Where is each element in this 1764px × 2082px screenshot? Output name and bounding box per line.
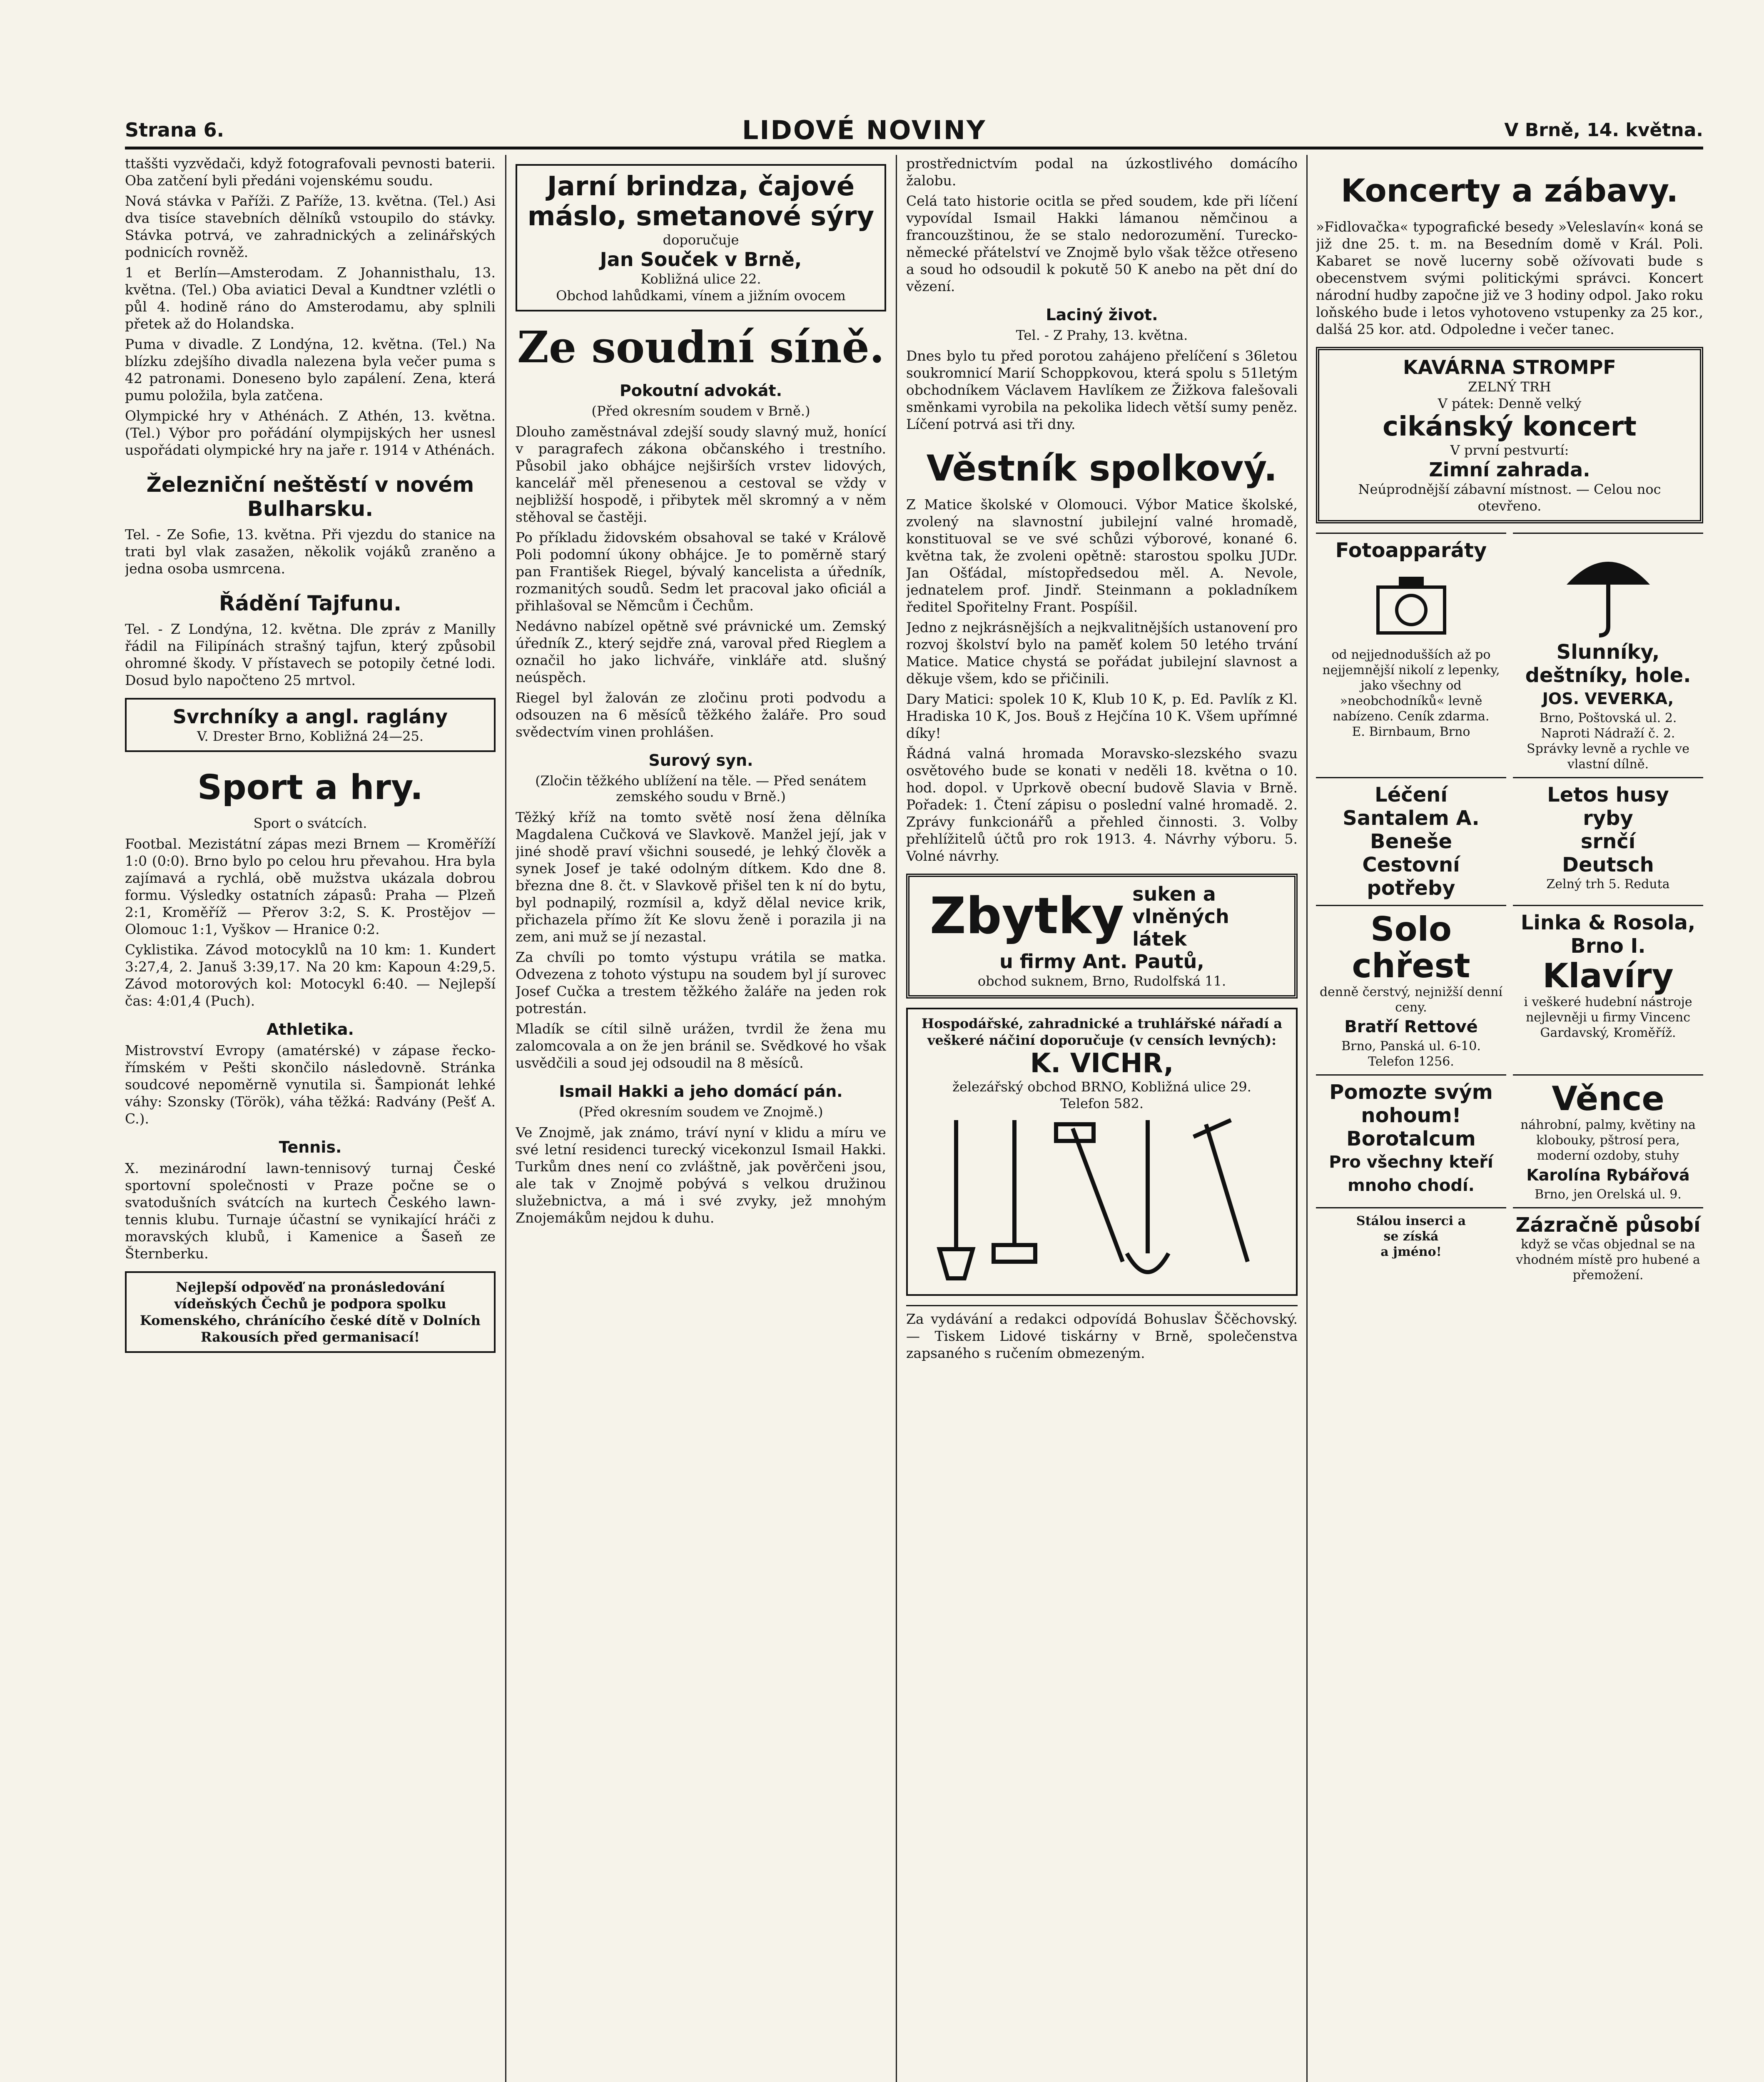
tools-illustration-icon: [931, 1112, 1273, 1287]
ad-line: se získá: [1383, 1229, 1439, 1244]
ad-text: i veškeré hudební nástroje nejlevněji u firmy Vincenc Gardavský, Kroměříž.: [1524, 995, 1692, 1040]
ad-title: Pomozte svým nohoum!: [1329, 1081, 1493, 1127]
ad-phone: Telefon 582.: [1060, 1096, 1144, 1111]
subheadline: (Před okresním soudem ve Znojmě.): [578, 1104, 823, 1120]
paragraph: Dary Matici: spolek 10 K, Klub 10 K, p. Ed. Pavlík z Kl. Hradiska 10 K, Jos. Bouš z Hejčína 10 K. Všem upřímné díky!: [906, 691, 1298, 741]
paragraph: Puma v divadle. Z Londýna, 12. května. (Tel.) Na blízku zdejšího divadla nalezena byla večer puma s 42 patronami. Doneseno bylo zapálení. Zena, která pumu položila, byla zatčena.: [125, 336, 496, 403]
ad-line: Obchod lahůdkami, vínem a jižním ovocem: [556, 288, 846, 304]
paragraph: X. mezinárodní lawn-tennisový turnaj České sportovní společnosti v Praze počne se o svatodušních svátcích na kurtech Českého lawn-tennis klubu. Turnaje účastní se vynikající hráči z moravských klubů, i Kamenice a Šaseň ze Šternberku.: [125, 1160, 496, 1262]
headline-tennis: Tennis.: [279, 1138, 342, 1156]
subheadline: (Před okresním soudem v Brně.): [591, 403, 810, 419]
ad-title: Zázračně působí: [1515, 1213, 1701, 1237]
column-2: [516, 155, 886, 2082]
ad-wreath: [1513, 1074, 1703, 1207]
ad-address: Brno, Poštovská ul. 2. Naproti Nádraží č. 2.: [1539, 711, 1677, 741]
ad-address: Zelný trh 5. Reduta: [1546, 877, 1670, 892]
paragraph: »Fidlovačka« typografické besedy »Veleslavín« koná se již dne 25. t. m. na Besedním domě v Král. Poli. Kabaret se nově lucerny sobě ožívovati bude s obecenstvem svými politickými správci. Koncert národní hudby započne již ve 3 hodiny odpol. Jako roku loňského bude i letos vyhotoveno vstupenky za 25 kor., dalšá 25 kor. atd. Odpoledne i večer tanec.: [1316, 219, 1703, 337]
headline-court: Ze soudní síně.: [517, 321, 884, 373]
headline: Laciný život.: [1046, 306, 1158, 324]
column-1: [125, 155, 496, 2082]
umbrella-icon: [1558, 539, 1658, 639]
ad-cafe: [1316, 347, 1703, 523]
headline-typhoon: Řádění Tajfunu.: [219, 591, 402, 615]
paragraph: Řádná valná hromada Moravsko-slezského svazu osvětového bude se konati v neděli 18. května o 10. hod. dopol. v Uprkově obecní budově Slavia v Brně. Pořadek: 1. Čtení zápisu o poslední valné hromadě. 2. Zprávy funkcionářů a přehled činnosti. 3. Volby přehlížitelů účtů pro rok 1913. 4. Návrhy výboru. 5. Volné návrhy.: [906, 745, 1298, 864]
ad-firm: Karolína Rybářová: [1526, 1166, 1690, 1184]
ad-soucek: [516, 164, 886, 311]
ad-title: Svrchníky a angl. raglány: [172, 705, 448, 728]
ad-sub: ZELNÝ TRH: [1468, 379, 1551, 395]
ad-row-2: [1316, 777, 1703, 905]
ad-pianos: [1513, 905, 1703, 1074]
ad-phone: Telefon 1256.: [1368, 1054, 1454, 1069]
paragraph: Mladík se cítil silně urážen, tvrdil že žena mu zalomcovala a on že jen bránil se. Svědkové ho však usvědčili a soud jej odsoudil na 8 měsíců.: [516, 1021, 886, 1071]
ad-row-foto-umbrella: [1316, 533, 1703, 777]
subheadline: Tel. - Z Prahy, 13. května.: [1016, 327, 1188, 343]
ad-subtitle: suken a vlněných látek: [1132, 883, 1229, 950]
column-3: [906, 155, 1298, 2082]
ad-fish: ryby: [1583, 807, 1633, 830]
headline-sport: Sport a hry.: [197, 768, 424, 807]
paragraph: Z Matice školské v Olomouci. Výbor Matice školské, zvolený na slavnostní jubilejní valné hromadě, konstituoval se ve své schůzi výborové, konané 6. května tak, že zvoleni opětně: starostou spolku JUDr. Jan Ošťádal, místopředsedou měl. A. Nevole, jednatelem prof. Jindř. Steinmann a pokladníkem ředitel Spořitelny Frant. Pospíšil.: [906, 496, 1298, 615]
paragraph: Footbal. Mezistátní zápas mezi Brnem — Kroměříží 1:0 (0:0). Brno bylo po celou hru převahou. Hra byla zajímavá a rychlá, obě mužstva ukázala dobrou formu. Výsledky ostatních zápasů: Praha — Plzeň 2:1, Kroměříž — Přerov 3:2, S. K. Prostějov — Olomouc 1:1, Vyškov — Hranice 0:2.: [125, 836, 496, 937]
ad-text: náhrobní, palmy, květiny na klobouky, pštrosí pera, moderní ozdoby, stuhy: [1520, 1118, 1696, 1163]
ad-title: KAVÁRNA STROMPF: [1403, 356, 1616, 379]
ad-title: Léčení Santalem A. Beneše: [1343, 783, 1480, 853]
ad-tagline: Pro všechny kteří mnoho chodí.: [1329, 1153, 1493, 1195]
ad-spa: [1316, 777, 1506, 905]
ad-headline: cikánský koncert: [1383, 411, 1637, 442]
ad-text: Nejlepší odpověď na pronásledování vídeňských Čechů je podpora spolku Komenského, chránícího české dítě v Dolních Rakousích před germanisací!: [140, 1279, 481, 1345]
issue-date: V Brně, 14. května.: [1504, 119, 1703, 141]
paragraph: ttaššti vyzvědači, když fotografovali pevnosti baterii. Oba zatčení byli předáni vojenskému soudu.: [125, 155, 496, 189]
ad-line: V první pestvurtí:: [1450, 442, 1569, 458]
paragraph: Nedávno nabízel opětně své právnické um. Zemský úředník Z., který sejdře zná, varoval před Rieglem a označil ho jako lichváře, vinkláře atd. slušný neúspěch.: [516, 618, 886, 685]
ad-address: Brno, Panská ul. 6-10.: [1341, 1039, 1481, 1053]
ad-address: železářský obchod BRNO, Kobližná ulice 29.: [952, 1079, 1251, 1095]
ad-foto: [1316, 533, 1506, 777]
ad-address: V. Drester Brno, Kobližná 24—25.: [197, 728, 424, 744]
ad-line: Stálou inserci a: [1356, 1214, 1466, 1228]
ad-title: Deutsch: [1562, 853, 1654, 877]
ad-product: Borotalcum: [1346, 1127, 1476, 1151]
ad-row-3: [1316, 905, 1703, 1074]
paragraph: Tel. - Ze Sofie, 13. května. Při vjezdu do stanice na trati byl vlak zasažen, několik vojáků zraněno a jedna osoba usmrcena.: [125, 526, 496, 577]
ad-title: Fotoapparáty: [1335, 539, 1487, 562]
headline: Pokoutní advokát.: [619, 381, 782, 400]
column-rule: [505, 155, 506, 2082]
ad-title: Slunníky, deštníky, hole.: [1525, 640, 1691, 687]
ad-text: od nejjednodušších až po nejjemnější nikolí z lepenky, jako všechny od »neobchodníků« levně nabízeno. Ceník zdarma.: [1322, 648, 1500, 724]
ad-name: K. VICHR,: [1030, 1048, 1174, 1079]
ad-line: V pátek: Denně velký: [1438, 396, 1582, 411]
ad-title: Klavíry: [1542, 956, 1674, 995]
paragraph: Cyklistika. Závod motocyklů na 10 km: 1. Kundert 3:27,4, 2. Januš 3:39,17. Na 20 km: Kapoun 4:29,5. Závod motorových kol: Motocykl 6:40. — Nejlepší čas: 4:01,4 (Puch).: [125, 941, 496, 1009]
ad-komensky: [125, 1271, 496, 1353]
ad-linka: Linka & Rosola, Brno I.: [1520, 911, 1696, 958]
ad-wonder: [1513, 1207, 1703, 1288]
ad-garden: Zimní zahrada.: [1429, 458, 1590, 481]
ad-vichr: [906, 1008, 1298, 1296]
ad-overcoats: [125, 698, 496, 752]
imprint: Za vydávání a redakci odpovídá Bohuslav Ščěchovský. — Tiskem Lidové tiskárny v Brně, společenstva zapsaného s ručením obmezeným.: [906, 1305, 1298, 1362]
ad-title: Jarní brindza, čajové máslo, smetanové sýry: [527, 171, 875, 232]
ad-text: Hospodářské, zahradnické a truhlářské nářadí a veškeré náčiní doporučuje (v censích levných):: [921, 1016, 1283, 1048]
headline-rail: Železniční neštěstí v novém Bulharsku.: [146, 473, 474, 521]
ad-address: obchod suknem, Brno, Rudolfská 11.: [977, 973, 1226, 989]
ad-goose: Letos husy: [1547, 783, 1669, 807]
ad-travel: Cestovní potřeby: [1362, 853, 1460, 900]
headline-concerts: Koncerty a zábavy.: [1340, 172, 1679, 209]
paragraph: Jedno z nejkrásnějších a nejkvalitnějších ustanovení pro rozvoj školství bylo na paměť kolem 50 letého trvání Matice. Matice chystá se pořádat jubilejní slavnost a děkuje všem, kdo se přičinili.: [906, 619, 1298, 687]
ad-feet: [1316, 1074, 1506, 1207]
paragraph: Riegel byl žalován ze zločinu proti podvodu a odsouzen na 6 měsíců těžkého žaláře. Pro soud svědectvím vinen prohlášen.: [516, 690, 886, 740]
headline-athletics: Athletika.: [267, 1020, 354, 1039]
ad-garden-sub: Neúprodnější zábavní místnost. — Celou noc otevřeno.: [1358, 481, 1661, 514]
paragraph: Nová stávka v Paříži. Z Paříže, 13. května. (Tel.) Asi dva tisíce stavebních dělníků vstoupilo do stávky. Stávka potrvá, ve zahradnických a zelinářských podnicích rovněž.: [125, 193, 496, 260]
ad-note: Správky levně a rychle ve vlastní dílně.: [1527, 742, 1689, 772]
column-rule: [1306, 155, 1308, 2082]
paragraph: Tel. - Z Londýna, 12. května. Dle zpráv z Manilly řádil na Filipínách strašný tajfun, který způsobil ohromné škody. V přístavech se potopily četné lodi. Dosud bylo napočteno 25 mrtvol.: [125, 621, 496, 688]
ad-game: srnčí: [1580, 830, 1636, 853]
headline: Surový syn.: [648, 751, 753, 770]
paragraph: Mistrovství Evropy (amatérské) v zápase řecko-římském v Pešti skončilo následovně. Stránka soudcové nepoměrně vynutila si. Šampionát lehké váhy: Szonsky (Török), váha těžká: Radvány (Pešť A. C.).: [125, 1042, 496, 1127]
ad-title: Věnce: [1552, 1079, 1664, 1118]
ad-title: Solo chřest: [1352, 910, 1470, 985]
subheadline: Sport o svátcích.: [253, 815, 367, 831]
ad-line: a jméno!: [1380, 1245, 1442, 1259]
paragraph: Dlouho zaměstnával zdejší soudy slavný muž, honící v paragrafech zákona občanského i trestního. Působil jako obhájce nejširších vrstev lidových, kancelář měl přenesenou a cestoval se vždy v nejbližší hospodě, i přibytek měl skromný a v něm stěhoval se častěji.: [516, 423, 886, 525]
ad-text: když se včas objednal se na vhodném místě pro hubené a přemožení.: [1516, 1237, 1700, 1283]
paragraph: prostřednictvím podal na úzkostlivého domácího žalobu.: [906, 155, 1298, 189]
subheadline: (Zločin těžkého ublížení na těle. — Před senátem zemského soudu v Brně.): [535, 773, 867, 804]
ad-title: Zbytky: [929, 887, 1124, 945]
ad-name: Jan Souček v Brně,: [600, 248, 802, 271]
paragraph: Po příkladu židovském obsahoval se také v Králově Poli podomní úkony obhájce. Je to poměrně starý pan František Riegel, bývalý kancelista a úředník, rozmanitých soudů. Sedm let pracoval jako oficiál a přihlašoval se Němcům i Čechům.: [516, 529, 886, 614]
ad-recommends: doporučuje: [663, 232, 739, 248]
ad-row-4: [1316, 1074, 1703, 1207]
ad-row-5: [1316, 1207, 1703, 1288]
ad-solo: [1316, 905, 1506, 1074]
ad-name: JOS. VEVERKA,: [1542, 690, 1674, 708]
paragraph: Celá tato historie ocitla se před soudem, kde při líčení vypovídal Ismail Hakki lámanou němčinou a francouzštinou, že se stalo nedorozumění. Turecko-německé přátelství ve Znojmě bylo však těžce otřeseno a soud ho odsoudil k pokutě 50 K anebo na pět dní do vězení.: [906, 193, 1298, 294]
ad-name: E. Birnbaum, Brno: [1352, 725, 1470, 739]
headline-assoc: Věstník spolkový.: [926, 448, 1278, 489]
column-4: [1316, 155, 1703, 2082]
ad-address: Brno, jen Orelská ul. 9.: [1535, 1187, 1682, 1202]
page-header: [125, 113, 1703, 149]
paragraph: Těžký kříž na tomto světě nosí žena dělníka Magdalena Cučková ve Slavkově. Manžel její, jak v jiné shodě praví všichni sousedé, je lehký člověk a synek Josef je také odolným dítkem. Kdo dne 8. března dne 8. čt. v Slavkově přišel ten k ní do bytu, byl podnapilý, rozmísil a, když dělal nevice krik, přichazela přímo žít Ke slovu ženě i porazila ji na zem, ani muž se jí nezastal.: [516, 809, 886, 945]
ad-deutsch: [1513, 777, 1703, 905]
paragraph: Za chvíli po tomto výstupu vrátila se matka. Odvezena z tohoto výstupu na soudem byl jí surovec Josef Cučka a trestem těžkého žaláře na jeden rok potrestán.: [516, 949, 886, 1016]
page-number: Strana 6.: [125, 119, 224, 141]
ad-inserce: [1316, 1207, 1506, 1288]
ad-firm: u firmy Ant. Pautů,: [999, 950, 1204, 973]
headline: Ismail Hakki a jeho domácí pán.: [559, 1082, 843, 1101]
masthead: LIDOVÉ NOVINY: [742, 115, 987, 145]
paragraph: 1 et Berlín—Amsterodam. Z Johannisthalu, 13. května. (Tel.) Oba aviatici Deval a Kundtner vzlétli o půl 4. hodině ráno do Amsterodamu, aby splnili přetek až do Holandska.: [125, 264, 496, 332]
ad-pautu: [906, 874, 1298, 999]
camera-icon: [1370, 562, 1453, 645]
ad-firm: Bratří Rettové: [1344, 1017, 1478, 1036]
paragraph: Ve Znojmě, jak známo, tráví nyní v klidu a míru ve své letní residenci turecký vicekonzul Ismail Hakki. Turkům dnes není co zvláštně, jak pověrčeni jsou, ale tak v Znojmě pobývá s velkou družinou služebnictva, a má i své zvyky, jež mnohým Znojemákům nejdou k duhu.: [516, 1124, 886, 1226]
ad-umbrella: [1513, 533, 1703, 777]
ad-text: denně čerstvý, nejnižší denní ceny.: [1319, 985, 1503, 1015]
paragraph: Olympické hry v Athénách. Z Athén, 13. května. (Tel.) Výbor pro pořádání olympijských her usnesl uspořádati olympické hry na jaře r. 1914 v Athénách.: [125, 408, 496, 458]
column-rule: [896, 155, 897, 2082]
paragraph: Dnes bylo tu před porotou zahájeno přelíčení s 36letou soukromnicí Marií Schoppkovou, která spolu s 51letým obchodníkem Václavem Havlíkem ze Žižkova falešovali směnkami vyrobila na pekolika lidech větší sumy peněz. Líčení potrvá asi tři dny.: [906, 348, 1298, 432]
ad-address: Kobližná ulice 22.: [640, 271, 761, 287]
